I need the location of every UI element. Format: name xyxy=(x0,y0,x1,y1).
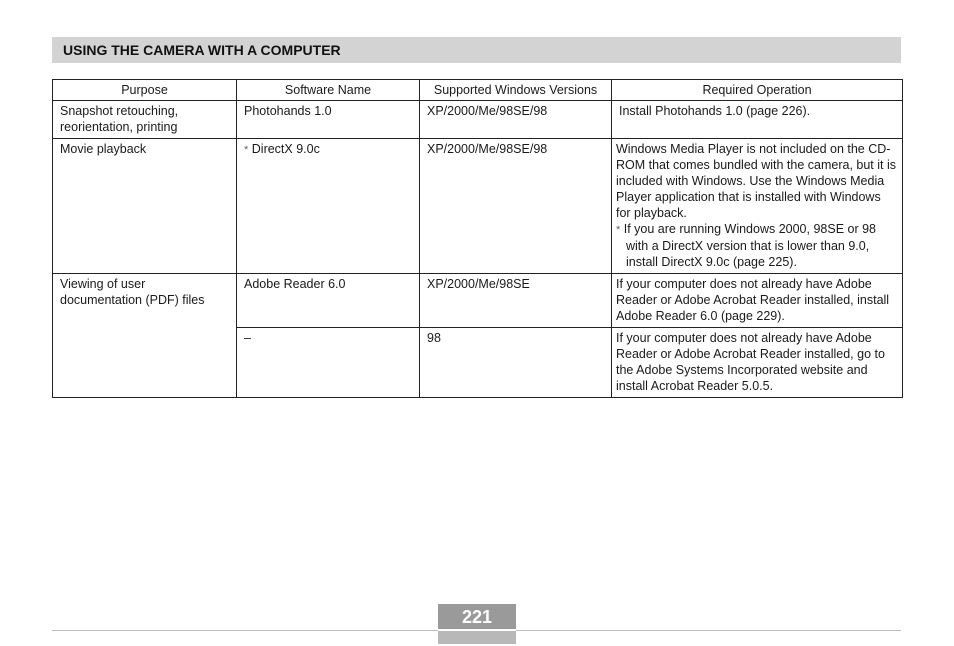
software-name: DirectX 9.0c xyxy=(251,142,320,156)
page-number-tab xyxy=(438,604,516,644)
cell-purpose: Viewing of user documentation (PDF) files xyxy=(53,274,237,398)
cell-versions: XP/2000/Me/98SE/98 xyxy=(420,139,612,274)
cell-purpose: Movie playback xyxy=(53,139,237,274)
table-header-row xyxy=(53,80,903,101)
cell-operation: If your computer does not already have Adobe Reader or Adobe Acrobat Reader installed, install Adobe Reader 6.0 (page 229). xyxy=(612,274,903,328)
column-header-purpose: Purpose xyxy=(53,80,237,101)
cell-software xyxy=(237,139,420,274)
section-title: USING THE CAMERA WITH A COMPUTER xyxy=(52,37,901,63)
asterisk-mark: * xyxy=(244,144,249,156)
cell-operation: Install Photohands 1.0 (page 226). xyxy=(612,101,903,139)
table-row xyxy=(53,139,903,274)
software-requirements-table xyxy=(52,79,903,398)
page-number: 221 xyxy=(461,607,493,627)
cell-software: Photohands 1.0 xyxy=(237,101,420,139)
column-header-supported-windows-versions: Supported Windows Versions xyxy=(420,80,612,101)
table-row xyxy=(53,274,903,328)
column-header-required-operation: Required Operation xyxy=(612,80,903,101)
operation-text: Windows Media Player is not included on the CD-ROM that comes bundled with the camera, but it is included with Windows. Use the Windows Media Player application that is installed with Windows for playback. xyxy=(616,142,896,220)
cell-software: – xyxy=(237,328,420,398)
cell-purpose: Snapshot retouching, reorientation, printing xyxy=(53,101,237,139)
table-row xyxy=(53,101,903,139)
cell-software: Adobe Reader 6.0 xyxy=(237,274,420,328)
asterisk-mark: * xyxy=(616,224,621,236)
cell-versions: XP/2000/Me/98SE xyxy=(420,274,612,328)
operation-note-text: If you are running Windows 2000, 98SE or 98 with a DirectX version that is lower than 9.0, install DirectX 9.0c (page 225). xyxy=(623,222,876,269)
column-header-software-name: Software Name xyxy=(237,80,420,101)
cell-operation xyxy=(612,139,903,274)
cell-operation: If your computer does not already have Adobe Reader or Adobe Acrobat Reader installed, go to the Adobe Systems Incorporated website and install Acrobat Reader 5.0.5. xyxy=(612,328,903,398)
operation-note xyxy=(616,221,896,270)
cell-versions: XP/2000/Me/98SE/98 xyxy=(420,101,612,139)
cell-versions: 98 xyxy=(420,328,612,398)
